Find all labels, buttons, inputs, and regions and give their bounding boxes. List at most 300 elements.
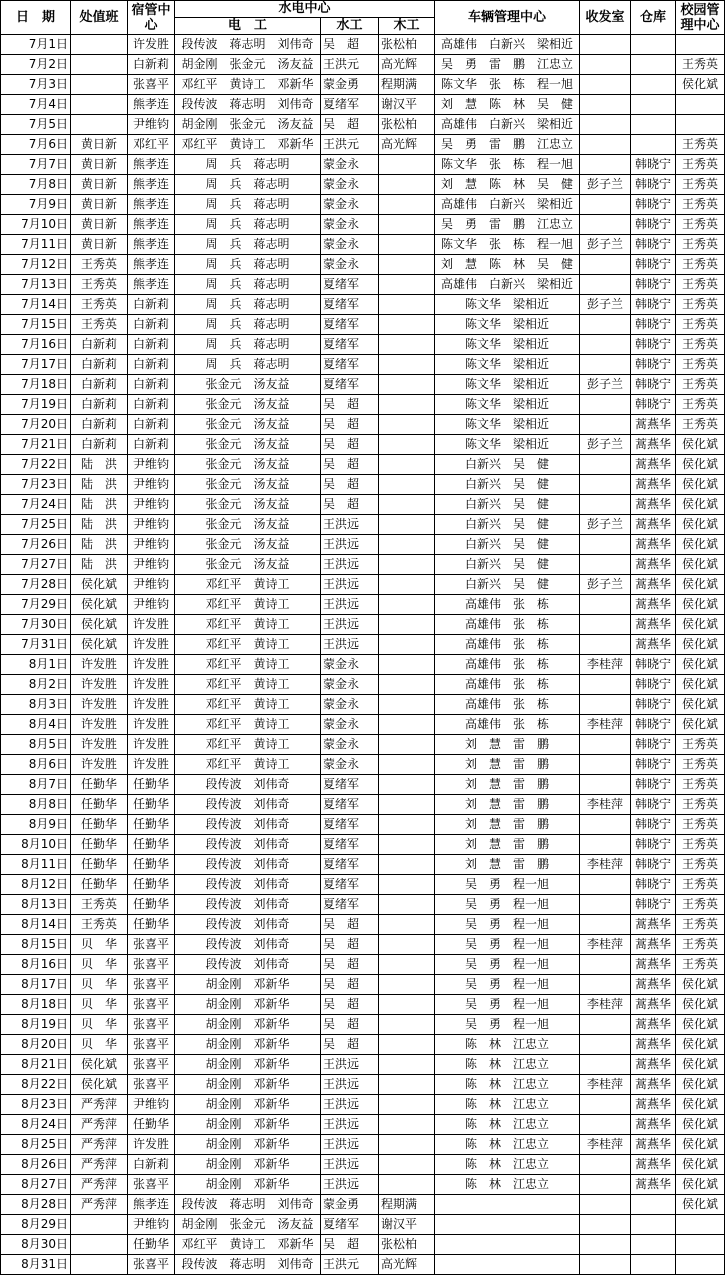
dorm-cell: 张喜平 <box>128 955 175 975</box>
date-cell: 7月21日 <box>1 435 71 455</box>
dorm-cell: 白新莉 <box>128 295 175 315</box>
plumber-cell: 王洪元 <box>321 135 379 155</box>
table-row <box>1 1135 725 1155</box>
plumber-cell: 王洪远 <box>321 555 379 575</box>
mailroom-cell <box>580 1095 631 1115</box>
plumber-cell: 吴 超 <box>321 495 379 515</box>
dorm-cell: 白新莉 <box>128 335 175 355</box>
warehouse-cell: 蒿燕华 <box>631 455 676 475</box>
date-cell: 8月12日 <box>1 875 71 895</box>
mailroom-cell: 彭子兰 <box>580 295 631 315</box>
date-cell: 7月29日 <box>1 595 71 615</box>
plumber-cell: 夏绪军 <box>321 95 379 115</box>
date-cell: 8月13日 <box>1 895 71 915</box>
warehouse-cell <box>631 75 676 95</box>
duty-cell: 任勤华 <box>71 875 128 895</box>
electrician-cell: 胡金刚 邓新华 <box>175 975 321 995</box>
duty-cell <box>71 115 128 135</box>
campus-cell <box>676 1235 725 1255</box>
campus-cell <box>676 115 725 135</box>
campus-cell: 侯化斌 <box>676 1175 725 1195</box>
table-row <box>1 1155 725 1175</box>
campus-cell: 王秀英 <box>676 835 725 855</box>
table-row <box>1 815 725 835</box>
campus-cell: 侯化斌 <box>676 975 725 995</box>
mailroom-cell <box>580 35 631 55</box>
mailroom-cell <box>580 1015 631 1035</box>
campus-cell: 侯化斌 <box>676 615 725 635</box>
electrician-cell: 邓红平 黄诗工 <box>175 695 321 715</box>
dorm-cell: 张喜平 <box>128 1015 175 1035</box>
warehouse-cell <box>631 1255 676 1275</box>
vehicle-cell: 陈文华 张 栋 程一旭 <box>435 235 580 255</box>
carpenter-cell <box>379 1115 435 1135</box>
duty-cell <box>71 95 128 115</box>
warehouse-cell: 韩晓宁 <box>631 895 676 915</box>
dorm-cell: 许发胜 <box>128 35 175 55</box>
electrician-cell: 胡金刚 邓新华 <box>175 1035 321 1055</box>
electrician-cell: 邓红平 黄诗工 <box>175 615 321 635</box>
carpenter-cell <box>379 1015 435 1035</box>
vehicle-cell: 刘 慧 陈 林 吴 健 <box>435 255 580 275</box>
duty-cell: 侯化斌 <box>71 635 128 655</box>
mailroom-cell <box>580 275 631 295</box>
warehouse-cell: 蒿燕华 <box>631 935 676 955</box>
campus-cell <box>676 95 725 115</box>
date-cell: 8月20日 <box>1 1035 71 1055</box>
date-cell: 8月3日 <box>1 695 71 715</box>
vehicle-cell: 刘 慧 雷 鹏 <box>435 835 580 855</box>
campus-cell: 侯化斌 <box>676 595 725 615</box>
date-cell: 8月21日 <box>1 1055 71 1075</box>
table-row <box>1 1055 725 1075</box>
carpenter-cell <box>379 835 435 855</box>
vehicle-cell: 高雄伟 张 栋 <box>435 615 580 635</box>
campus-cell: 侯化斌 <box>676 1155 725 1175</box>
header-campus-center: 校园管理中心 <box>676 1 725 35</box>
mailroom-cell <box>580 835 631 855</box>
duty-cell <box>71 1215 128 1235</box>
electrician-cell: 段传波 蒋志明 刘伟奇 <box>175 35 321 55</box>
duty-cell: 黄日新 <box>71 135 128 155</box>
dorm-cell: 白新莉 <box>128 375 175 395</box>
carpenter-cell: 高光辉 <box>379 1255 435 1275</box>
campus-cell: 王秀英 <box>676 895 725 915</box>
campus-cell <box>676 1255 725 1275</box>
campus-cell: 王秀英 <box>676 915 725 935</box>
duty-cell: 陆 洪 <box>71 515 128 535</box>
duty-cell: 黄日新 <box>71 235 128 255</box>
table-row <box>1 735 725 755</box>
table-row <box>1 575 725 595</box>
campus-cell: 王秀英 <box>676 195 725 215</box>
carpenter-cell <box>379 795 435 815</box>
warehouse-cell: 蒿燕华 <box>631 1055 676 1075</box>
campus-cell: 侯化斌 <box>676 695 725 715</box>
electrician-cell: 邓红平 黄诗工 <box>175 755 321 775</box>
warehouse-cell: 蒿燕华 <box>631 415 676 435</box>
duty-cell: 侯化斌 <box>71 1055 128 1075</box>
plumber-cell: 王洪远 <box>321 1075 379 1095</box>
date-cell: 7月22日 <box>1 455 71 475</box>
mailroom-cell: 李桂萍 <box>580 1075 631 1095</box>
electrician-cell: 段传波 刘伟奇 <box>175 895 321 915</box>
mailroom-cell: 彭子兰 <box>580 435 631 455</box>
warehouse-cell <box>631 55 676 75</box>
plumber-cell: 夏绪军 <box>321 1215 379 1235</box>
date-cell: 7月6日 <box>1 135 71 155</box>
campus-cell <box>676 1215 725 1235</box>
duty-cell <box>71 1235 128 1255</box>
duty-cell: 白新莉 <box>71 395 128 415</box>
date-cell: 8月14日 <box>1 915 71 935</box>
duty-cell: 白新莉 <box>71 435 128 455</box>
carpenter-cell <box>379 915 435 935</box>
campus-cell: 王秀英 <box>676 255 725 275</box>
mailroom-cell: 李桂萍 <box>580 715 631 735</box>
header-date: 日 期 <box>1 1 71 35</box>
date-cell: 8月7日 <box>1 775 71 795</box>
date-cell: 8月29日 <box>1 1215 71 1235</box>
vehicle-cell: 陈文华 梁相近 <box>435 415 580 435</box>
vehicle-cell: 陈 林 江忠立 <box>435 1115 580 1135</box>
table-row <box>1 715 725 735</box>
carpenter-cell <box>379 235 435 255</box>
table-row <box>1 435 725 455</box>
warehouse-cell <box>631 1195 676 1215</box>
warehouse-cell: 韩晓宁 <box>631 255 676 275</box>
mailroom-cell <box>580 1035 631 1055</box>
carpenter-cell <box>379 735 435 755</box>
table-row <box>1 795 725 815</box>
vehicle-cell: 高雄伟 张 栋 <box>435 675 580 695</box>
mailroom-cell <box>580 115 631 135</box>
carpenter-cell <box>379 595 435 615</box>
mailroom-cell <box>580 475 631 495</box>
mailroom-cell <box>580 535 631 555</box>
electrician-cell: 周 兵 蒋志明 <box>175 175 321 195</box>
mailroom-cell: 李桂萍 <box>580 1135 631 1155</box>
header-hydro-center: 水电中心 <box>175 1 435 18</box>
mailroom-cell <box>580 615 631 635</box>
electrician-cell: 周 兵 蒋志明 <box>175 215 321 235</box>
carpenter-cell: 张松柏 <box>379 35 435 55</box>
date-cell: 7月27日 <box>1 555 71 575</box>
table-row <box>1 655 725 675</box>
dorm-cell: 任勤华 <box>128 875 175 895</box>
mailroom-cell <box>580 75 631 95</box>
vehicle-cell: 吴 勇 程一旭 <box>435 1015 580 1035</box>
table-row <box>1 175 725 195</box>
plumber-cell: 蒙金勇 <box>321 1195 379 1215</box>
duty-cell: 许发胜 <box>71 655 128 675</box>
electrician-cell: 胡金刚 邓新华 <box>175 1135 321 1155</box>
electrician-cell: 周 兵 蒋志明 <box>175 355 321 375</box>
plumber-cell: 王洪远 <box>321 1155 379 1175</box>
dorm-cell: 许发胜 <box>128 735 175 755</box>
date-cell: 8月9日 <box>1 815 71 835</box>
duty-cell: 王秀英 <box>71 895 128 915</box>
mailroom-cell <box>580 555 631 575</box>
dorm-cell: 任勤华 <box>128 895 175 915</box>
carpenter-cell: 张松柏 <box>379 115 435 135</box>
date-cell: 7月7日 <box>1 155 71 175</box>
warehouse-cell: 韩晓宁 <box>631 235 676 255</box>
date-cell: 7月25日 <box>1 515 71 535</box>
date-cell: 8月15日 <box>1 935 71 955</box>
electrician-cell: 邓红平 黄诗工 <box>175 575 321 595</box>
electrician-cell: 段传波 刘伟奇 <box>175 855 321 875</box>
plumber-cell: 吴 超 <box>321 455 379 475</box>
header-vehicle-center: 车辆管理中心 <box>435 1 580 35</box>
vehicle-cell <box>435 1215 580 1235</box>
plumber-cell: 吴 超 <box>321 1015 379 1035</box>
carpenter-cell <box>379 975 435 995</box>
carpenter-cell: 高光辉 <box>379 135 435 155</box>
vehicle-cell: 陈文华 梁相近 <box>435 395 580 415</box>
date-cell: 7月20日 <box>1 415 71 435</box>
vehicle-cell: 白新兴 吴 健 <box>435 495 580 515</box>
carpenter-cell <box>379 335 435 355</box>
campus-cell: 侯化斌 <box>676 675 725 695</box>
dorm-cell: 尹维钧 <box>128 575 175 595</box>
campus-cell: 王秀英 <box>676 55 725 75</box>
plumber-cell: 王洪远 <box>321 595 379 615</box>
carpenter-cell <box>379 275 435 295</box>
warehouse-cell <box>631 95 676 115</box>
carpenter-cell <box>379 855 435 875</box>
vehicle-cell: 吴 勇 程一旭 <box>435 875 580 895</box>
carpenter-cell <box>379 995 435 1015</box>
dorm-cell: 许发胜 <box>128 755 175 775</box>
campus-cell: 侯化斌 <box>676 715 725 735</box>
vehicle-cell: 陈文华 张 栋 程一旭 <box>435 155 580 175</box>
duty-cell: 许发胜 <box>71 755 128 775</box>
electrician-cell: 张金元 汤友益 <box>175 415 321 435</box>
dorm-cell: 尹维钧 <box>128 515 175 535</box>
mailroom-cell <box>580 1215 631 1235</box>
warehouse-cell: 蒿燕华 <box>631 955 676 975</box>
dorm-cell: 任勤华 <box>128 795 175 815</box>
vehicle-cell: 刘 慧 雷 鹏 <box>435 755 580 775</box>
table-row <box>1 1015 725 1035</box>
warehouse-cell <box>631 115 676 135</box>
duty-cell: 黄日新 <box>71 155 128 175</box>
warehouse-cell: 蒿燕华 <box>631 535 676 555</box>
electrician-cell: 段传波 刘伟奇 <box>175 835 321 855</box>
mailroom-cell: 李桂萍 <box>580 655 631 675</box>
plumber-cell: 王洪远 <box>321 535 379 555</box>
warehouse-cell: 韩晓宁 <box>631 675 676 695</box>
date-cell: 7月4日 <box>1 95 71 115</box>
vehicle-cell: 陈 林 江忠立 <box>435 1035 580 1055</box>
table-row <box>1 875 725 895</box>
date-cell: 7月9日 <box>1 195 71 215</box>
mailroom-cell <box>580 915 631 935</box>
warehouse-cell: 韩晓宁 <box>631 815 676 835</box>
date-cell: 8月5日 <box>1 735 71 755</box>
table-row <box>1 75 725 95</box>
electrician-cell: 胡金刚 张金元 汤友益 <box>175 55 321 75</box>
carpenter-cell <box>379 515 435 535</box>
plumber-cell: 蒙金永 <box>321 235 379 255</box>
date-cell: 7月10日 <box>1 215 71 235</box>
mailroom-cell <box>580 1175 631 1195</box>
mailroom-cell <box>580 315 631 335</box>
warehouse-cell: 韩晓宁 <box>631 855 676 875</box>
mailroom-cell <box>580 755 631 775</box>
electrician-cell: 周 兵 蒋志明 <box>175 335 321 355</box>
electrician-cell: 张金元 汤友益 <box>175 555 321 575</box>
campus-cell: 王秀英 <box>676 875 725 895</box>
table-row <box>1 1215 725 1235</box>
warehouse-cell: 蒿燕华 <box>631 1015 676 1035</box>
campus-cell: 王秀英 <box>676 735 725 755</box>
vehicle-cell: 刘 慧 雷 鹏 <box>435 795 580 815</box>
duty-cell: 贝 华 <box>71 955 128 975</box>
date-cell: 7月1日 <box>1 35 71 55</box>
campus-cell: 王秀英 <box>676 135 725 155</box>
table-row <box>1 615 725 635</box>
mailroom-cell <box>580 95 631 115</box>
electrician-cell: 段传波 蒋志明 刘伟奇 <box>175 1195 321 1215</box>
table-row <box>1 475 725 495</box>
table-row <box>1 1235 725 1255</box>
table-row <box>1 315 725 335</box>
campus-cell: 侯化斌 <box>676 1115 725 1135</box>
carpenter-cell <box>379 1055 435 1075</box>
vehicle-cell: 刘 慧 雷 鹏 <box>435 735 580 755</box>
warehouse-cell: 韩晓宁 <box>631 375 676 395</box>
electrician-cell: 邓红平 黄诗工 邓新华 <box>175 75 321 95</box>
plumber-cell: 夏绪军 <box>321 335 379 355</box>
campus-cell: 侯化斌 <box>676 655 725 675</box>
electrician-cell: 周 兵 蒋志明 <box>175 315 321 335</box>
electrician-cell: 胡金刚 邓新华 <box>175 1055 321 1075</box>
warehouse-cell <box>631 1235 676 1255</box>
date-cell: 7月26日 <box>1 535 71 555</box>
campus-cell: 侯化斌 <box>676 1135 725 1155</box>
mailroom-cell <box>580 155 631 175</box>
campus-cell: 侯化斌 <box>676 1055 725 1075</box>
mailroom-cell <box>580 1195 631 1215</box>
carpenter-cell: 张松柏 <box>379 1235 435 1255</box>
plumber-cell: 夏绪军 <box>321 815 379 835</box>
carpenter-cell <box>379 495 435 515</box>
electrician-cell: 邓红平 黄诗工 <box>175 715 321 735</box>
duty-cell: 严秀萍 <box>71 1095 128 1115</box>
date-cell: 7月24日 <box>1 495 71 515</box>
mailroom-cell <box>580 215 631 235</box>
carpenter-cell <box>379 895 435 915</box>
carpenter-cell <box>379 695 435 715</box>
table-row <box>1 1075 725 1095</box>
warehouse-cell: 蒿燕华 <box>631 615 676 635</box>
vehicle-cell: 吴 勇 程一旭 <box>435 915 580 935</box>
dorm-cell: 许发胜 <box>128 635 175 655</box>
plumber-cell: 吴 超 <box>321 435 379 455</box>
dorm-cell: 任勤华 <box>128 1115 175 1135</box>
electrician-cell: 段传波 刘伟奇 <box>175 875 321 895</box>
vehicle-cell: 白新兴 吴 健 <box>435 455 580 475</box>
warehouse-cell: 韩晓宁 <box>631 655 676 675</box>
vehicle-cell: 吴 勇 程一旭 <box>435 935 580 955</box>
carpenter-cell <box>379 295 435 315</box>
mailroom-cell <box>580 415 631 435</box>
carpenter-cell <box>379 355 435 375</box>
plumber-cell: 蒙金永 <box>321 255 379 275</box>
duty-cell: 王秀英 <box>71 315 128 335</box>
date-cell: 7月8日 <box>1 175 71 195</box>
dorm-cell: 张喜平 <box>128 1175 175 1195</box>
duty-cell: 王秀英 <box>71 275 128 295</box>
warehouse-cell: 蒿燕华 <box>631 1035 676 1055</box>
campus-cell: 王秀英 <box>676 275 725 295</box>
dorm-cell: 任勤华 <box>128 855 175 875</box>
carpenter-cell: 程期满 <box>379 1195 435 1215</box>
vehicle-cell: 陈 林 江忠立 <box>435 1175 580 1195</box>
vehicle-cell: 陈 林 江忠立 <box>435 1075 580 1095</box>
campus-cell: 侯化斌 <box>676 75 725 95</box>
roster-body <box>1 35 725 1275</box>
table-row <box>1 455 725 475</box>
duty-cell: 黄日新 <box>71 215 128 235</box>
plumber-cell: 蒙金永 <box>321 175 379 195</box>
plumber-cell: 蒙金永 <box>321 675 379 695</box>
duty-cell: 贝 华 <box>71 1035 128 1055</box>
dorm-cell: 白新莉 <box>128 315 175 335</box>
campus-cell: 侯化斌 <box>676 1015 725 1035</box>
dorm-cell: 张喜平 <box>128 1055 175 1075</box>
table-row <box>1 1255 725 1275</box>
carpenter-cell: 高光辉 <box>379 55 435 75</box>
warehouse-cell: 韩晓宁 <box>631 275 676 295</box>
duty-cell <box>71 35 128 55</box>
plumber-cell: 蒙金永 <box>321 195 379 215</box>
duty-cell: 黄日新 <box>71 195 128 215</box>
plumber-cell: 夏绪军 <box>321 315 379 335</box>
warehouse-cell: 蒿燕华 <box>631 575 676 595</box>
date-cell: 8月11日 <box>1 855 71 875</box>
plumber-cell: 吴 超 <box>321 115 379 135</box>
plumber-cell: 王洪远 <box>321 635 379 655</box>
table-row <box>1 335 725 355</box>
mailroom-cell <box>580 815 631 835</box>
carpenter-cell <box>379 435 435 455</box>
plumber-cell: 夏绪军 <box>321 775 379 795</box>
plumber-cell: 王洪远 <box>321 575 379 595</box>
carpenter-cell <box>379 1135 435 1155</box>
campus-cell: 王秀英 <box>676 415 725 435</box>
warehouse-cell: 蒿燕华 <box>631 1095 676 1115</box>
table-row <box>1 375 725 395</box>
warehouse-cell <box>631 1215 676 1235</box>
carpenter-cell <box>379 815 435 835</box>
dorm-cell: 张喜平 <box>128 1035 175 1055</box>
warehouse-cell: 蒿燕华 <box>631 475 676 495</box>
vehicle-cell: 陈文华 梁相近 <box>435 355 580 375</box>
date-cell: 7月5日 <box>1 115 71 135</box>
vehicle-cell: 陈文华 梁相近 <box>435 335 580 355</box>
campus-cell: 侯化斌 <box>676 535 725 555</box>
warehouse-cell: 蒿燕华 <box>631 975 676 995</box>
vehicle-cell: 白新兴 吴 健 <box>435 515 580 535</box>
vehicle-cell: 陈 林 江忠立 <box>435 1135 580 1155</box>
electrician-cell: 段传波 刘伟奇 <box>175 795 321 815</box>
header-duty: 处值班 <box>71 1 128 35</box>
warehouse-cell: 蒿燕华 <box>631 1115 676 1135</box>
mailroom-cell: 李桂萍 <box>580 855 631 875</box>
